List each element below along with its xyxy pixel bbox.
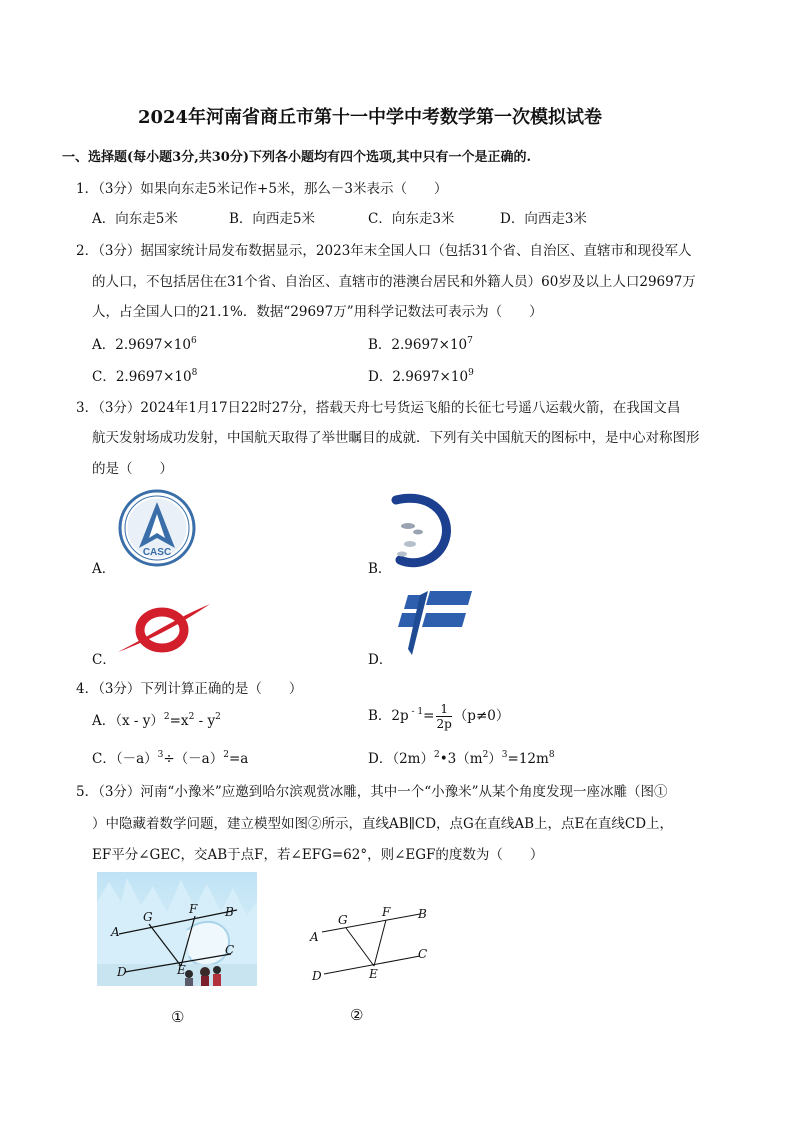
q1-option-b: B．向西走5米 <box>229 211 316 227</box>
q3-line-3: 的是（ ） <box>92 461 173 477</box>
diagram-label-a: A <box>310 930 319 944</box>
q2-line-1: 2．（3分）据国家统计局发布数据显示，2023年末全国人口（包括31个省、自治区、直辖市和现役军人 <box>76 243 692 259</box>
q4-option-a: A．$(x - y)^2=x^2 - y^2$ <box>92 712 221 729</box>
q2-option-d: D．$2.9697\times 10^9$ <box>368 368 474 385</box>
ice-sculpture-photo <box>97 872 257 986</box>
photo-label-d: D <box>117 965 127 979</box>
fraction: $\frac{1}{2p}$ <box>436 702 452 731</box>
diagram-label-e: E <box>369 967 378 981</box>
photo-label-b: B <box>225 905 234 919</box>
casc-logo-icon <box>117 488 197 568</box>
photo-label-g: G <box>143 910 153 924</box>
blue-flag-logo-icon <box>390 589 474 657</box>
diagram-label-g: G <box>338 913 348 927</box>
q2-line-3: 人，占全国人口的21.1%．数据“29697万”用科学记数法可表示为（ ） <box>92 304 543 320</box>
figure-1-label: ① <box>171 1008 185 1026</box>
q2-line-2: 的人口，不包括居住在31个省、自治区、直辖市的港澳台居民和外籍人员）60岁及以上人口29697万 <box>92 274 696 290</box>
q2-option-b: B．$2.9697\times 10^7$ <box>368 336 473 353</box>
photo-label-a: A <box>111 925 120 939</box>
q1-option-a: A．向东走5米 <box>92 211 178 227</box>
q4-option-c: C．$(-a)^3\div(-a)^2=a$ <box>92 750 249 767</box>
q4-option-b: B．2p $^{- 1}$= $\frac{1}{2p}$ （p≠0） <box>368 702 510 731</box>
q3-option-b-label: B． <box>368 561 392 577</box>
q1-stem: 1．（3分）如果向东走5米记作+5米，那么－3米表示（ ） <box>76 181 448 197</box>
section-heading: 一、选择题(每小题3分,共30分)下列各小题均有四个选项,其中只有一个是正确的. <box>62 150 532 165</box>
q3-option-c-label: C． <box>92 652 116 668</box>
q3-option-d-label: D． <box>368 652 393 668</box>
figure-2-label: ② <box>350 1006 364 1024</box>
q3-line-1: 3．（3分）2024年1月17日22时27分，搭载天舟七号货运飞船的长征七号遥八运载火箭，在我国文昌 <box>76 400 681 416</box>
q5-line-1: 5．（3分）河南“小豫米”应邀到哈尔滨观赏冰雕，其中一个“小豫米”从某个角度发现一座冰雕（图① <box>76 784 668 800</box>
swirl-logo-icon <box>388 492 452 568</box>
q3-option-a-label: A． <box>92 561 116 577</box>
q3-line-2: 航天发射场成功发射，中国航天取得了举世瞩目的成就．下列有关中国航天的图标中，是中心对称图形 <box>92 430 700 446</box>
casc-text: CASC <box>142 547 172 558</box>
geometry-diagram <box>306 900 442 986</box>
red-ring-logo-icon <box>116 600 212 656</box>
diagram-label-d: D <box>312 969 322 983</box>
page-title: 2024年河南省商丘市第十一中学中考数学第一次模拟试卷 <box>137 107 603 128</box>
photo-label-c: C <box>225 943 235 957</box>
q4-stem: 4．（3分）下列计算正确的是（ ） <box>76 681 303 697</box>
q1-option-c: C．向东走3米 <box>368 211 455 227</box>
q1-option-d: D．向西走3米 <box>500 211 587 227</box>
q2-option-a: A．$2.9697\times 10^6$ <box>92 336 197 353</box>
q5-line-3: EF平分∠GEC，交AB于点F，若∠EFG=62°，则∠EGF的度数为（ ） <box>92 847 544 863</box>
diagram-label-b: B <box>418 907 427 921</box>
q2-option-c: C．$2.9697\times 10^8$ <box>92 368 198 385</box>
q5-line-2: ）中隐藏着数学问题，建立模型如图②所示，直线AB∥CD，点G在直线AB上，点E在直线CD上， <box>92 816 674 832</box>
photo-label-f: F <box>189 902 198 916</box>
q4-option-d: D．$(2m)^2•3(m^2)^3=12m^8$ <box>368 750 555 767</box>
diagram-label-c: C <box>418 947 428 961</box>
photo-label-e: E <box>177 963 186 977</box>
diagram-label-f: F <box>382 905 391 919</box>
